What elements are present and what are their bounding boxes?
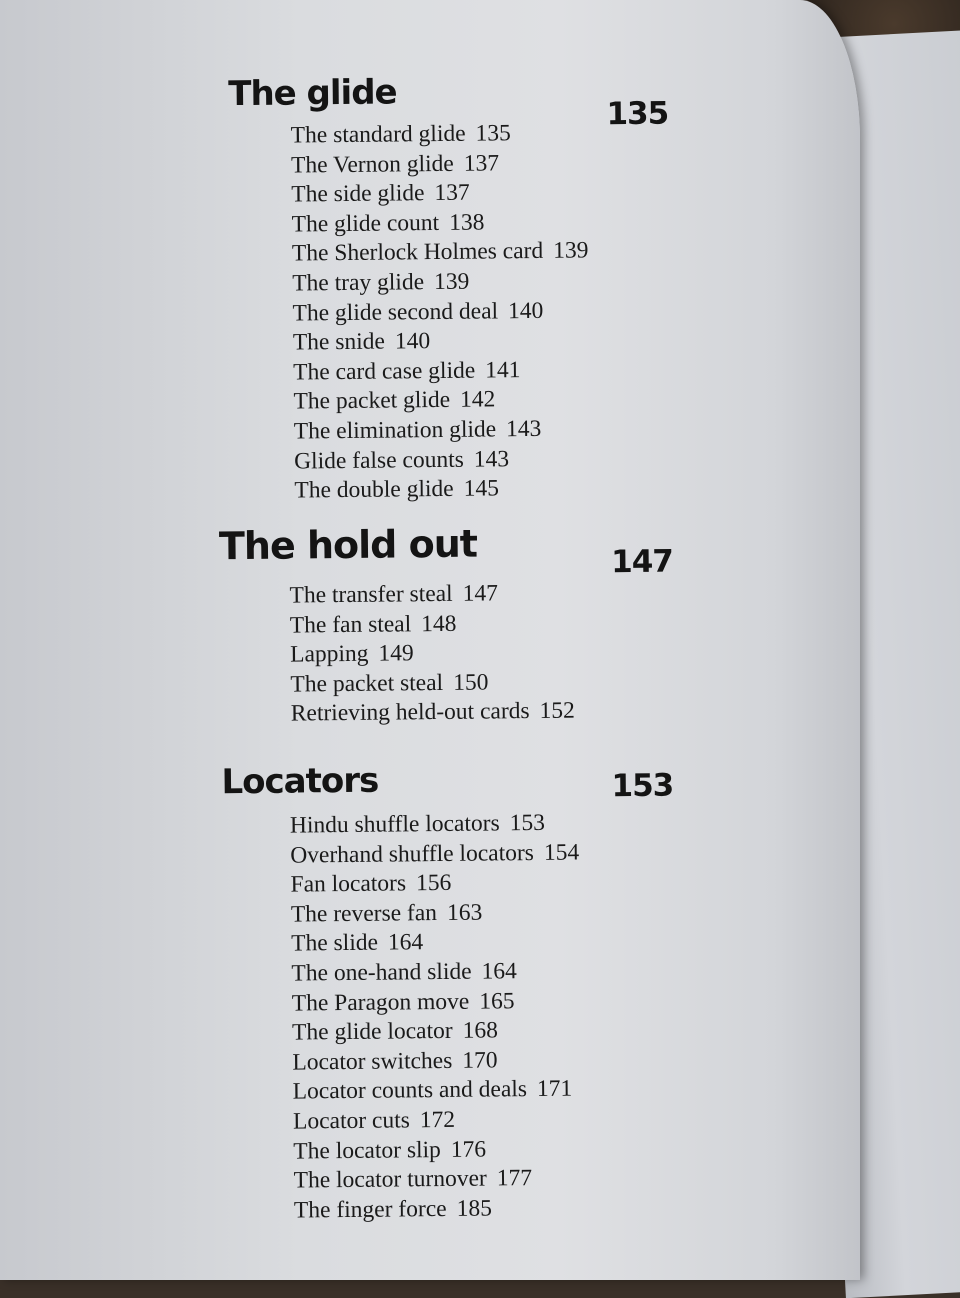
entry-title: Locator switches <box>292 1047 453 1076</box>
entry-title: Locator counts and deals <box>292 1076 528 1105</box>
section-page-number: 135 <box>606 95 669 133</box>
entry-page-number: 135 <box>475 120 511 147</box>
section-title: Locators <box>221 760 379 803</box>
entry-title: Retrieving held-out cards <box>290 698 530 727</box>
list-item <box>290 809 579 842</box>
entry-title: The packet glide <box>293 387 451 415</box>
list-item <box>293 385 590 418</box>
entry-title: Fan locators <box>290 870 407 898</box>
entry-title: The Vernon glide <box>290 150 454 179</box>
entry-title: The tray glide <box>292 269 425 297</box>
entry-page-number: 171 <box>536 1075 573 1103</box>
entry-page-number: 163 <box>446 899 483 926</box>
entry-title: The fan steal <box>289 610 412 639</box>
list-item <box>293 355 590 388</box>
entry-title: Overhand shuffle locators <box>290 839 535 869</box>
list-item <box>292 237 589 270</box>
entry-title: Glide false counts <box>293 446 464 475</box>
list-item <box>290 667 574 700</box>
entry-title: Locator cuts <box>292 1107 410 1135</box>
section-page-number: 147 <box>611 543 674 581</box>
entry-page-number: 176 <box>450 1136 487 1163</box>
entry-page-number: 143 <box>473 445 510 473</box>
entry-title: The Sherlock Holmes card <box>291 238 544 267</box>
entry-title: The elimination glide <box>293 416 497 445</box>
entry-page-number: 164 <box>387 929 424 956</box>
section-page-number: 153 <box>611 767 674 805</box>
entry-title: Hindu shuffle locators <box>289 810 500 839</box>
list-item <box>293 1075 582 1108</box>
entry-title: The reverse fan <box>290 899 438 928</box>
entry-page-number: 177 <box>496 1165 533 1192</box>
list-item <box>290 868 579 901</box>
list-item <box>292 296 589 329</box>
entry-page-number: 141 <box>485 356 521 384</box>
list-item <box>292 986 581 1019</box>
entry-title: The Paragon move <box>291 988 470 1017</box>
entry-title: The locator turnover <box>293 1165 487 1194</box>
list-item <box>293 326 590 359</box>
list-item <box>294 1164 583 1197</box>
list-item <box>291 178 588 211</box>
entry-title: The standard glide <box>290 120 466 149</box>
entry-page-number: 185 <box>456 1195 493 1222</box>
entry-page-number: 138 <box>448 209 485 236</box>
entry-title: The glide locator <box>291 1018 453 1046</box>
entry-page-number: 142 <box>459 386 496 414</box>
entry-title: The glide count <box>291 209 440 238</box>
entry-title: The one-hand slide <box>291 958 472 987</box>
list-item <box>291 927 580 960</box>
entry-page-number: 172 <box>419 1106 456 1134</box>
entry-title: The glide second deal <box>292 297 499 327</box>
list-item <box>294 414 591 447</box>
entry-page-number: 137 <box>463 149 500 177</box>
entry-title: The snide <box>292 328 386 356</box>
entry-page-number: 150 <box>452 669 489 696</box>
entry-title: Lapping <box>290 640 369 668</box>
entry-page-number: 170 <box>462 1047 498 1074</box>
entry-list <box>289 579 575 730</box>
list-item <box>294 474 591 507</box>
entry-page-number: 139 <box>553 237 589 265</box>
list-item <box>293 1104 582 1137</box>
entry-title: The packet steal <box>290 669 444 698</box>
entry-title: The locator slip <box>293 1136 441 1165</box>
list-item <box>291 118 588 151</box>
entry-title: The finger force <box>293 1195 447 1224</box>
list-item <box>291 207 588 240</box>
entry-page-number: 152 <box>539 697 575 725</box>
list-item <box>289 579 573 612</box>
list-item <box>290 838 579 871</box>
list-item <box>290 638 574 671</box>
entry-page-number: 137 <box>434 179 470 207</box>
entry-title: The side glide <box>291 180 425 208</box>
entry-list <box>291 118 592 506</box>
entry-page-number: 149 <box>378 640 414 667</box>
list-item <box>294 444 591 477</box>
entry-title: The card case glide <box>293 357 476 386</box>
entry-page-number: 139 <box>433 268 470 296</box>
list-item <box>292 1016 581 1049</box>
entry-page-number: 140 <box>394 328 431 355</box>
section-title: The hold out <box>218 521 478 569</box>
entry-page-number: 153 <box>509 809 546 837</box>
entry-page-number: 154 <box>543 839 580 866</box>
list-item <box>291 957 580 990</box>
list-item <box>292 266 589 299</box>
list-item <box>292 1045 581 1078</box>
entry-page-number: 147 <box>462 580 499 607</box>
list-item <box>291 148 588 181</box>
entry-page-number: 148 <box>421 610 457 637</box>
entry-page-number: 165 <box>479 987 515 1015</box>
entry-page-number: 140 <box>507 297 544 324</box>
entry-title: The slide <box>291 930 379 957</box>
entry-page-number: 164 <box>481 958 517 985</box>
list-item <box>290 608 574 641</box>
list-item <box>293 1134 582 1167</box>
list-item <box>294 1193 583 1226</box>
entry-page-number: 156 <box>415 870 452 897</box>
entry-page-number: 168 <box>462 1017 499 1044</box>
entry-page-number: 143 <box>505 415 542 443</box>
entry-title: The transfer steal <box>289 580 453 609</box>
entry-page-number: 145 <box>463 475 500 502</box>
section-the-glide <box>0 0 693 504</box>
section-title: The glide <box>228 72 397 115</box>
entry-list <box>290 809 583 1226</box>
list-item <box>291 697 575 730</box>
entry-title: The double glide <box>294 475 454 504</box>
list-item <box>291 897 580 930</box>
